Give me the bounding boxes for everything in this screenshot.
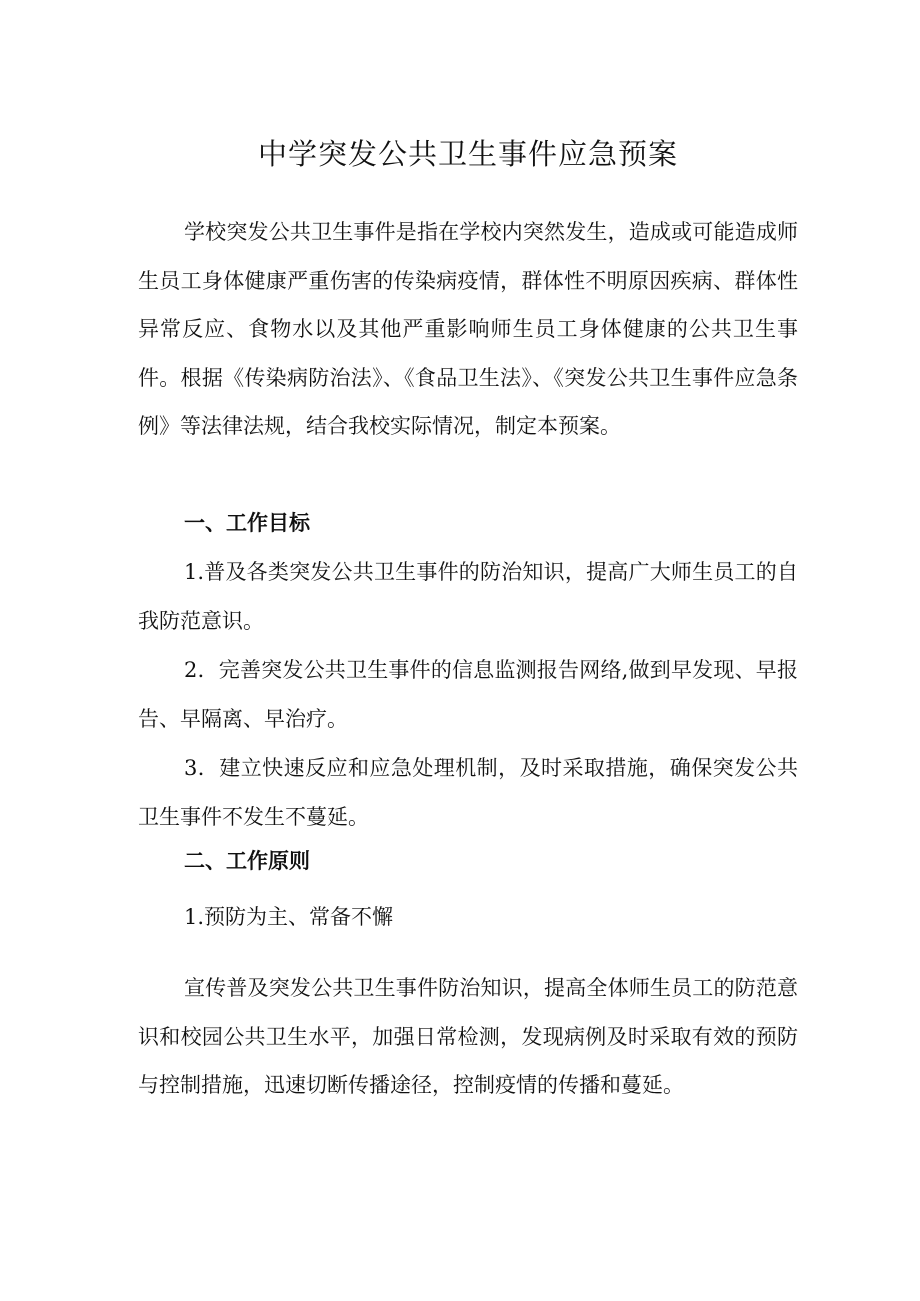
document-title: 中学突发公共卫生事件应急预案 (257, 137, 678, 171)
section2-subheading: 1.预防为主、常备不懈 (184, 905, 394, 929)
section1-heading: 一、工作目标 (184, 511, 310, 535)
section2-body: 宣传普及突发公共卫生事件防治知识，提高全体师生员工的防范意识和校园公共卫生水平，加强日常检测，发现病例及时采取有效的预防与控制措施，迅速切断传播途径，控制疫情的传播和蔓延。 (138, 976, 798, 1097)
intro-paragraph: 学校突发公共卫生事件是指在学校内突然发生，造成或可能造成师生员工身体健康严重伤害的传染病疫情，群体性不明原因疾病、群体性异常反应、食物水以及其他严重影响师生员工身体健康的公共卫生事件。根据《传染病防治法》、《食品卫生法》、《突发公共卫生事件应急条例》等法律法规，结合我校实际情况，制定本预案。 (138, 220, 798, 438)
section1-item-2: 2．完善突发公共卫生事件的信息监测报告网络,做到早发现、早报告、早隔离、早治疗。 (138, 658, 798, 731)
section1-item-3: 3．建立快速反应和应急处理机制，及时采取措施，确保突发公共卫生事件不发生不蔓延。 (138, 756, 798, 829)
section1-item-1: 1.普及各类突发公共卫生事件的防治知识，提高广大师生员工的自我防范意识。 (138, 560, 798, 633)
section2-heading: 二、工作原则 (184, 849, 310, 873)
